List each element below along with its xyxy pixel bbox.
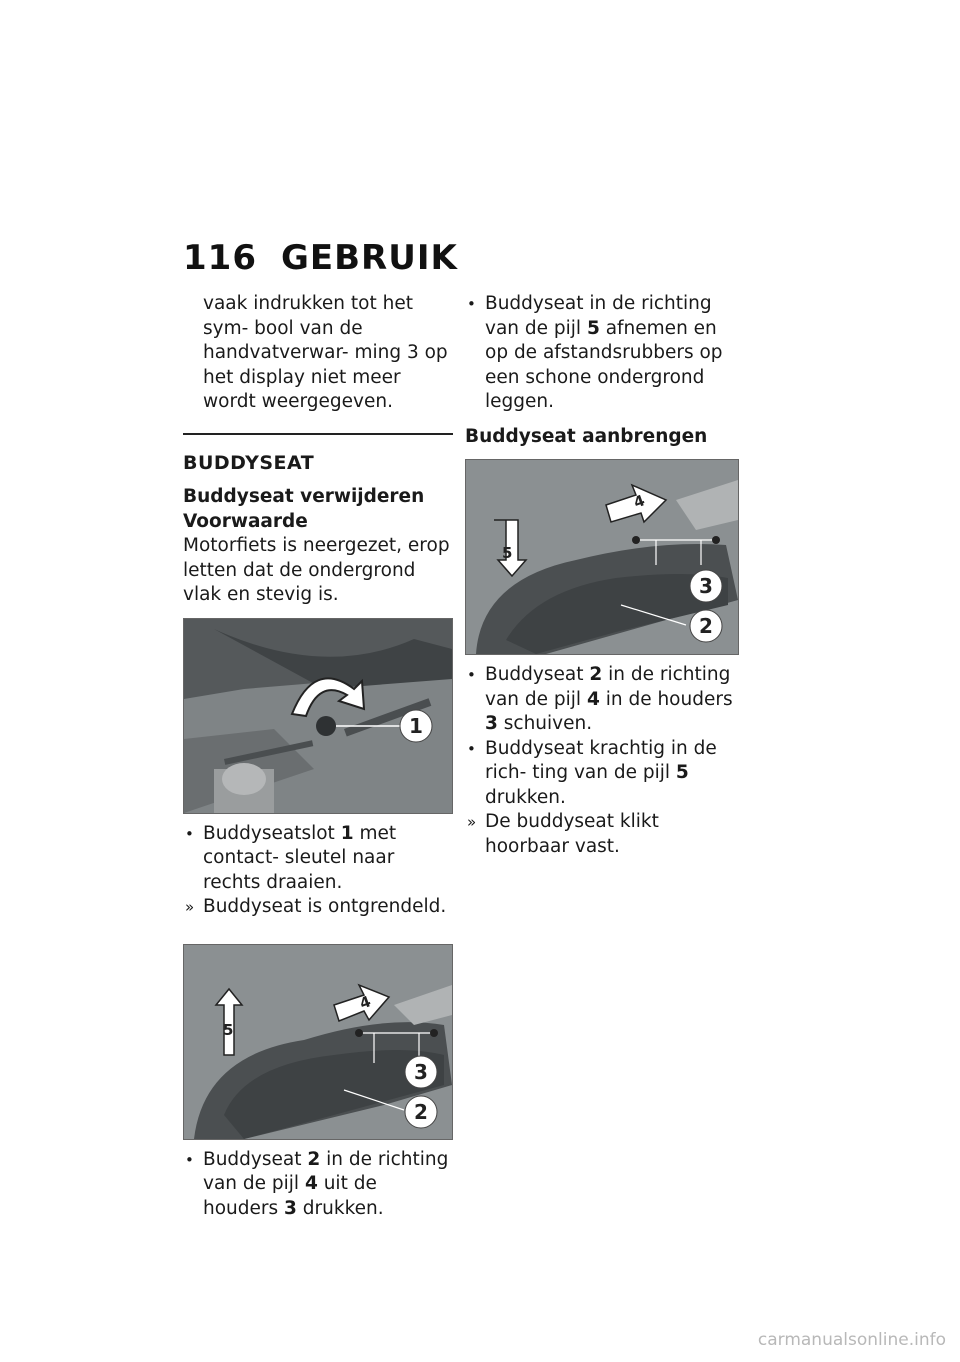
figure2-label-3: 3 <box>414 1059 428 1084</box>
bullet-marker: • <box>185 824 194 843</box>
step-slide-in: • Buddyseat 2 in de richting van de pijl 4 in de houders 3 schuiven. <box>467 664 733 734</box>
bullet-marker: • <box>467 666 476 684</box>
subhead-remove: Buddyseat verwijderen <box>183 486 425 507</box>
step-push-out: • Buddyseat 2 in de richting van de pijl 4 uit de houders 3 drukken. <box>185 1148 449 1219</box>
figure2-label-5: 5 <box>223 1020 234 1039</box>
step-unlock: • Buddyseatslot 1 met contact- sleutel naar rechts draaien. <box>185 822 397 893</box>
result-unlocked: » Buddyseat is ontgrendeld. <box>183 895 453 920</box>
page-number: 116 <box>183 238 257 278</box>
figure-seat-lock <box>183 618 453 814</box>
watermark: carmanualsonline.info <box>757 1330 946 1350</box>
figure2-label-4: 4 <box>357 991 374 1013</box>
page-header <box>183 238 458 278</box>
figure3-label-5: 5 <box>502 544 513 562</box>
figure-remove-seat <box>183 944 453 1140</box>
chapter-title: GEBRUIK <box>281 238 458 278</box>
figure3-label-4: 4 <box>631 491 648 512</box>
figure3-label-2: 2 <box>699 614 713 638</box>
subhead-install: Buddyseat aanbrengen <box>465 425 708 447</box>
figure3-label-3: 3 <box>699 574 713 598</box>
result-marker: » <box>185 898 195 916</box>
section-title: BUDDYSEAT <box>183 433 453 476</box>
bullet-marker: • <box>467 295 476 313</box>
figure1-label-1: 1 <box>409 713 423 738</box>
condition-text: Motorfiets is neergezet, erop letten dat de ondergrond vlak en stevig is. <box>183 535 450 605</box>
intro-paragraph: vaak indrukken tot het sym- bool van de handvatverwar- ming 3 op het display niet meer wordt weergegeven. <box>203 293 448 412</box>
figure-install-seat <box>465 459 739 655</box>
step-press-down: • Buddyseat krachtig in de rich- ting van de pijl 5 drukken. <box>467 737 717 808</box>
result-marker: » <box>467 813 477 831</box>
subhead-condition: Voorwaarde <box>183 510 308 532</box>
step-remove-seat: • Buddyseat in de richting van de pijl 5 afnemen en op de afstandsrubbers op een schone ondergrond leggen. <box>467 293 723 412</box>
figure2-label-2: 2 <box>414 1099 428 1124</box>
result-clicks: » De buddyseat klikt hoorbaar vast. <box>467 811 659 857</box>
left-column <box>183 292 453 1221</box>
bullet-marker: • <box>185 1150 194 1169</box>
bullet-marker: • <box>467 739 476 758</box>
right-column <box>465 292 740 859</box>
